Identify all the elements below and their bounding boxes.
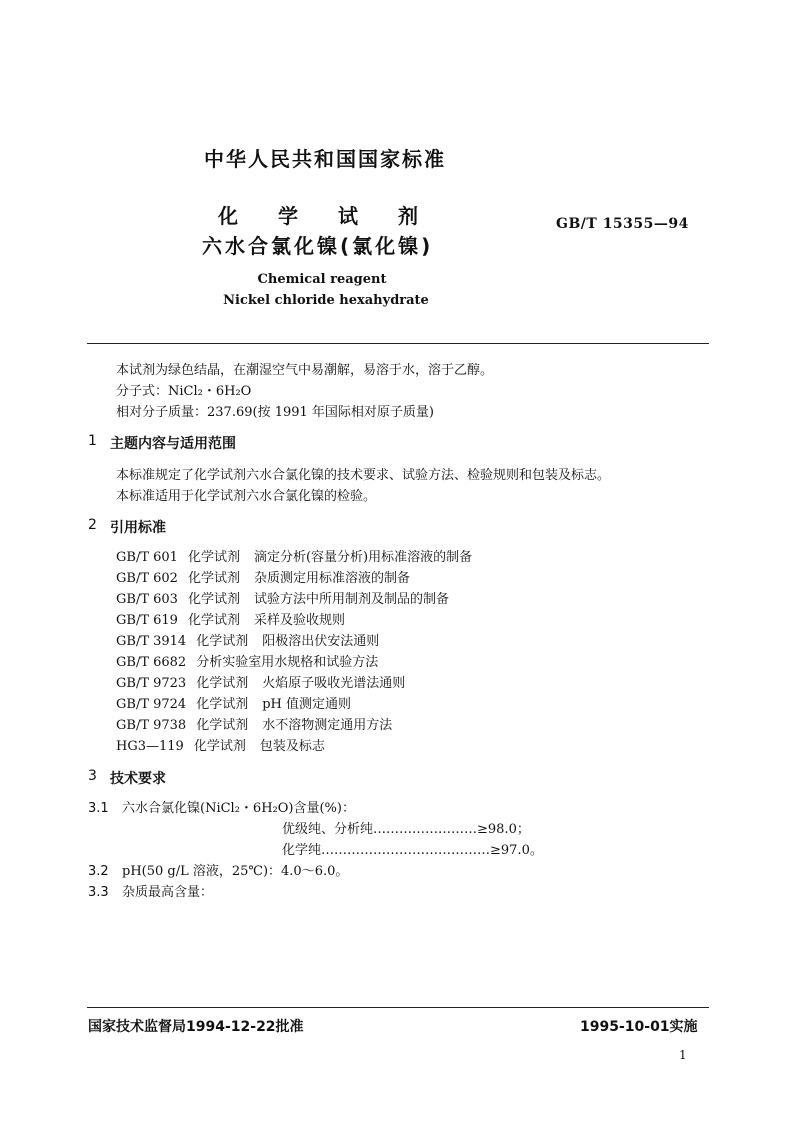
reference-code: GB/T 619 (116, 613, 178, 628)
issuing-authority-title: 中华人民共和国国家标准 (204, 147, 446, 171)
reference-category: 化学试剂 (196, 634, 249, 649)
molecular-mass: 相对分子质量：237.69(按 1991 年国际相对原子质量) (116, 405, 434, 420)
clause-3-2-number: 3.2 (88, 864, 109, 879)
english-title-line2: Nickel chloride hexahydrate (223, 293, 429, 308)
reference-row (116, 673, 405, 694)
reference-category: 化学试剂 (187, 592, 240, 607)
reference-title: 水不溶物测定通用方法 (262, 718, 393, 733)
section-1-paragraph-1: 本标准规定了化学试剂六水合氯化镍的技术要求、试验方法、检验规则和包装及标志。 (116, 468, 611, 483)
section-3-number: 3 (88, 768, 97, 784)
header-divider (87, 343, 709, 344)
reference-code: GB/T 602 (116, 571, 178, 586)
reference-row (116, 652, 378, 673)
reference-row (116, 631, 379, 652)
reference-row (116, 715, 392, 736)
reference-category: 化学试剂 (187, 613, 240, 628)
reference-title: 阳极溶出伏安法通则 (262, 634, 380, 649)
section-1-paragraph-2: 本标准适用于化学试剂六水合氯化镍的检验。 (116, 489, 377, 504)
reference-title: 杂质测定用标准溶液的制备 (253, 571, 410, 586)
reference-category: 化学试剂 (187, 571, 240, 586)
molecular-formula: 分子式：NiCl₂・6H₂O (116, 384, 252, 399)
reference-row (116, 568, 410, 589)
reference-title: 火焰原子吸收光谱法通则 (262, 676, 406, 691)
section-2-number: 2 (88, 517, 97, 533)
reference-category: 化学试剂 (196, 718, 249, 733)
page-number: 1 (679, 1048, 687, 1062)
reference-category: 化学试剂 (196, 697, 249, 712)
effective-date: 1995-10-01实施 (580, 1019, 698, 1035)
reference-row (116, 547, 472, 568)
reference-code: GB/T 9738 (116, 718, 187, 733)
reference-title: 包装及标志 (259, 739, 325, 754)
section-1-number: 1 (88, 433, 97, 449)
reference-category: 化学试剂 (196, 676, 249, 691)
reference-code: HG3—119 (116, 739, 184, 754)
reference-code: GB/T 6682 (116, 655, 187, 670)
document-title-line2: 六水合氯化镍(氯化镍) (202, 234, 434, 258)
grade-chemically-pure: 化学纯…………………………………≥97.0。 (282, 843, 543, 858)
reference-code: GB/T 9724 (116, 697, 187, 712)
reference-category: 化学试剂 (187, 550, 240, 565)
reference-row (116, 610, 345, 631)
reference-category: 化学试剂 (193, 739, 246, 754)
reference-code: GB/T 601 (116, 550, 178, 565)
reference-row (116, 589, 449, 610)
standard-code: GB/T 15355—94 (556, 216, 689, 232)
intro-description: 本试剂为绿色结晶，在潮湿空气中易潮解，易溶于水，溶于乙醇。 (116, 363, 494, 378)
clause-3-1-number: 3.1 (88, 801, 109, 816)
english-title-line1: Chemical reagent (257, 272, 387, 287)
reference-title: 试验方法中所用制剂及制品的制备 (253, 592, 449, 607)
reference-title: 分析实验室用水规格和试验方法 (196, 655, 379, 670)
reference-code: GB/T 3914 (116, 634, 187, 649)
clause-3-1-text: 六水合氯化镍(NiCl₂・6H₂O)含量(%)： (122, 801, 355, 816)
section-3-heading: 技术要求 (110, 771, 166, 787)
clause-3-3-text: 杂质最高含量： (122, 885, 214, 900)
document-title-line1: 化 学 试 剂 (218, 204, 418, 228)
reference-title: 滴定分析(容量分析)用标准溶液的制备 (253, 550, 473, 565)
section-2-heading: 引用标准 (110, 520, 166, 536)
clause-3-2-text: pH(50 g/L 溶液，25℃)：4.0～6.0。 (122, 864, 349, 879)
section-1-heading: 主题内容与适用范围 (110, 436, 236, 452)
reference-code: GB/T 9723 (116, 676, 187, 691)
issuer-approval: 国家技术监督局1994-12-22批准 (88, 1019, 304, 1035)
reference-row (116, 736, 325, 757)
grade-premium-analytical: 优级纯、分析纯……………………≥98.0； (282, 822, 530, 837)
footer-divider (87, 1007, 709, 1008)
reference-row (116, 694, 351, 715)
reference-title: pH 值测定通则 (262, 697, 352, 712)
reference-code: GB/T 603 (116, 592, 178, 607)
clause-3-3-number: 3.3 (88, 885, 109, 900)
reference-title: 采样及验收规则 (253, 613, 345, 628)
